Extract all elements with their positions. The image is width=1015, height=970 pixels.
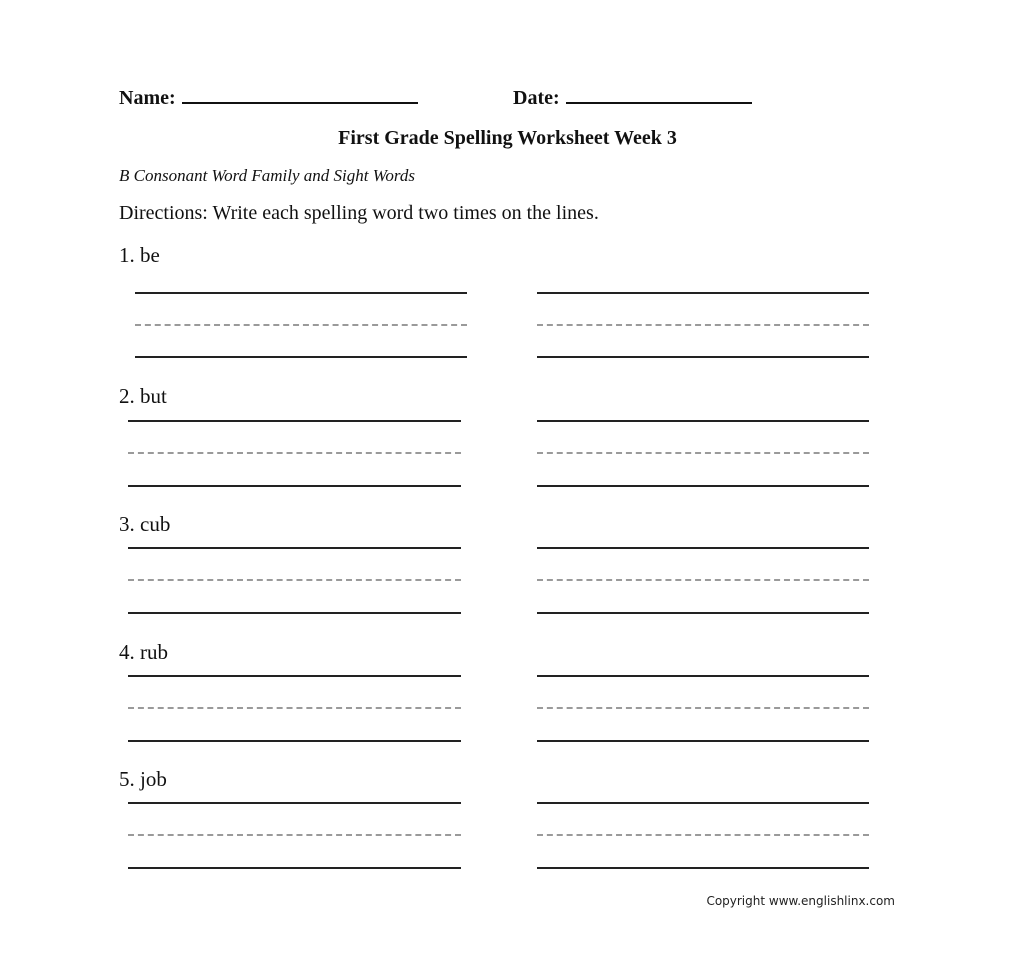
spelling-word-label: 5. job (119, 767, 167, 791)
spelling-word-label: 4. rub (119, 640, 168, 664)
worksheet-subtitle: B Consonant Word Family and Sight Words (119, 166, 415, 185)
date-label: Date: (513, 87, 560, 109)
writing-line-middle (135, 324, 467, 326)
writing-line-top (128, 802, 461, 804)
spelling-word-label: 1. be (119, 243, 160, 267)
writing-line-middle (128, 452, 461, 454)
writing-line-bottom (128, 485, 461, 487)
spelling-word-label: 3. cub (119, 512, 171, 536)
writing-line-bottom (537, 740, 869, 742)
writing-line-top (128, 420, 461, 422)
writing-line-top (537, 547, 869, 549)
spelling-word-label: 2. but (119, 384, 167, 408)
writing-line-middle (537, 579, 869, 581)
writing-line-top (537, 675, 869, 677)
writing-line-middle (537, 452, 869, 454)
worksheet-title: First Grade Spelling Worksheet Week 3 (338, 127, 677, 149)
writing-line-top (537, 802, 869, 804)
writing-line-top (128, 675, 461, 677)
writing-line-bottom (537, 356, 869, 358)
writing-line-middle (537, 834, 869, 836)
writing-line-middle (537, 707, 869, 709)
writing-line-middle (537, 324, 869, 326)
date-field (513, 84, 752, 110)
name-label: Name: (119, 87, 176, 109)
writing-line-bottom (128, 867, 461, 869)
writing-line-top (128, 547, 461, 549)
writing-line-bottom (128, 740, 461, 742)
writing-line-middle (128, 834, 461, 836)
copyright-notice: Copyright www.englishlinx.com (706, 894, 895, 908)
writing-line-bottom (128, 612, 461, 614)
name-blank (182, 84, 418, 104)
writing-line-bottom (537, 485, 869, 487)
writing-line-top (537, 292, 869, 294)
writing-line-bottom (135, 356, 467, 358)
writing-line-top (135, 292, 467, 294)
date-blank (566, 84, 752, 104)
writing-line-middle (128, 707, 461, 709)
writing-line-bottom (537, 867, 869, 869)
worksheet-directions: Directions: Write each spelling word two times on the lines. (119, 202, 599, 224)
writing-line-top (537, 420, 869, 422)
writing-line-bottom (537, 612, 869, 614)
writing-line-middle (128, 579, 461, 581)
name-field (119, 84, 418, 110)
